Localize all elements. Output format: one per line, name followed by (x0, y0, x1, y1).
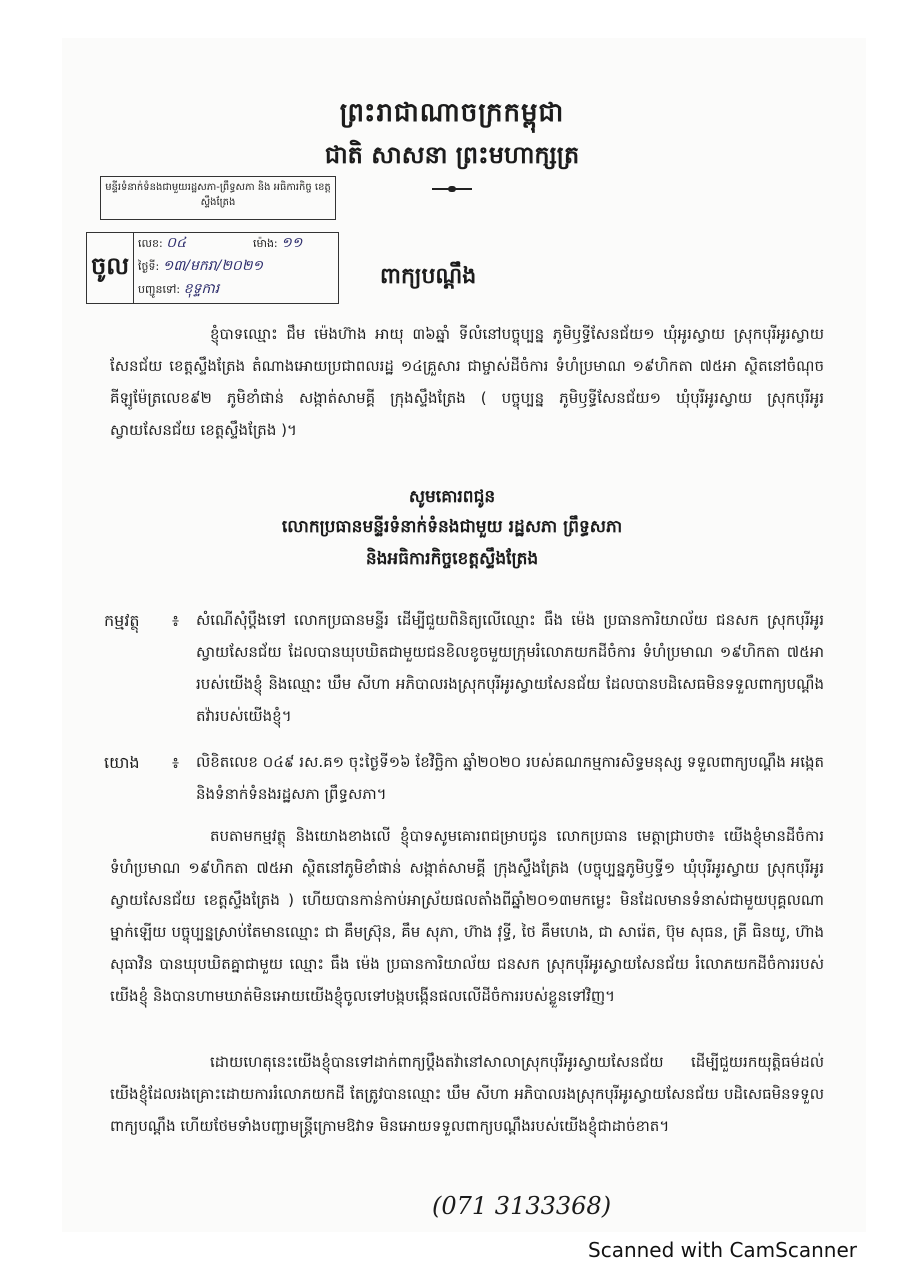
stamp-time-label: ម៉ោង: (252, 237, 278, 250)
recipient-line-1: លោកប្រធានមន្ទីរទំនាក់ទំនងជាមួយ រដ្ឋសភា ព្រឹទ្ធសភា (281, 517, 623, 537)
subject-text: សំណើសុំប្តឹងទៅ លោកប្រធានមន្ទីរ ដើម្បីជួយពិនិត្យលើឈ្មោះ ធឹង ម៉េង ប្រធានការិយាល័យ ជនសក ស្រុកបុរីអូរស្វាយសែនជ័យ ដែលបានឃុបឃិតជាមួយជនខិលខូចមួយក្រុមរំលោភយកដីចំការ ទំហំប្រមាណ ១៩ហិកតា ៧៥អា របស់យើងខ្ញុំ និងឈ្មោះ ឃឹម សីហា អភិបាលរងស្រុកបុរីអូរស្វាយសែនជ័យ ដែលបានបដិសេធមិនទទួលពាក្យបណ្តឹងតវ៉ារបស់យើងខ្ញុំ។ (196, 611, 824, 725)
stamp-date-value: ១៣/មករា/២០២១ (162, 258, 264, 274)
recipient-line-2: និងអធិការកិច្ចខេត្តស្ទឹងត្រែង (365, 549, 539, 569)
stamp-office-name: មន្ទីរទំនាក់ទំនងជាមួយរដ្ឋសភា-ព្រឹទ្ធសភា និង អធិការកិច្ច ខេត្តស្ទឹងត្រែង (100, 176, 336, 220)
scanner-watermark: Scanned with CamScanner (588, 1238, 857, 1262)
receipt-stamp (86, 176, 348, 302)
reference-text: លិខិតលេខ ០៤៩ រស.គ១ ចុះថ្ងៃទី១៦ ខែវិច្ឆិកា ឆ្នាំ២០២០ របស់គណកម្មការសិទ្ធមនុស្ស ទទួលពាក្យបណ្តឹង អង្កេត និងទំនាក់ទំនងរដ្ឋសភា ព្រឹទ្ធសភា។ (196, 753, 824, 803)
subject-label: កម្មវត្ថុ (104, 611, 140, 630)
body-paragraph-2: ដោយហេតុនេះយើងខ្ញុំបានទៅដាក់ពាក្យប្តឹងតវ៉ានៅសាលាស្រុកបុរីអូរស្វាយសែនជ័យ ដើម្បីជួយរកយុត្តិធម៌ដល់យើងខ្ញុំដែលរងគ្រោះដោយការរំលោភយកដី តែត្រូវបានឈ្មោះ ឃឹម សីហា អភិបាលរងស្រុកបុរីអូរស្វាយសែនជ័យ បដិសេធមិនទទួលពាក្យបណ្តឹង ហើយថែមទាំងបញ្ជាមន្ត្រីក្រោមឱវាទ មិនអោយទទួលពាក្យបណ្តឹងរបស់យើងខ្ញុំជាដាច់ខាត។ (110, 1053, 824, 1135)
stamp-time-value: ១១ (281, 235, 303, 251)
intro-paragraph: ខ្ញុំបាទឈ្មោះ ជឹម ម៉េងហ៊ាង អាយុ ៣៦ឆ្នាំ ទីលំនៅបច្ចុប្បន្ន ភូមិឫទ្ធីសែនជ័យ១ ឃុំអូរស្វាយ ស្រុកបុរីអូរស្វាយ សែនជ័យ ខេត្តស្ទឹងត្រែង តំណាងអោយប្រជាពលរដ្ឋ ១៤គ្រួសារ ជាម្ចាស់ដីចំការ ទំហំប្រមាណ ១៩ហិកតា ៧៥អា ស្ថិតនៅចំណុច គីឡូម៉ែត្រលេខ៩២ ភូមិខាំផាន់ សង្កាត់សាមគ្គី ក្រុងស្ទឹងត្រែង ( បច្ចុប្បន្ន ភូមិឫទ្ធីសែនជ័យ១ ឃុំបុរីអូរស្វាយ ស្រុកបុរីអូរស្វាយសែនជ័យ ខេត្តស្ទឹងត្រែង )។ (110, 325, 824, 439)
stamp-number-row (138, 236, 302, 251)
stamp-tag: ចូល (86, 232, 134, 304)
respect-line: សូមគោរពជូន (408, 487, 496, 507)
handwritten-phone-number: (071 3133368) (432, 1192, 612, 1220)
ornament-divider (432, 186, 472, 192)
stamp-referred-label: បញ្ជូនទៅ: (138, 283, 181, 296)
kingdom-title: ព្រះរាជាណាចក្រកម្ពុជា (339, 98, 565, 128)
stamp-number-label: លេខ: (138, 237, 163, 250)
reference-colon: ៖ (172, 753, 180, 772)
national-motto: ជាតិ សាសនា ព្រះមហាក្សត្រ (324, 141, 580, 169)
stamp-date-row (138, 259, 263, 274)
stamp-referred-value: ខុទ្ទការ (183, 281, 220, 297)
body-paragraph-1: តបតាមកម្មវត្ថុ និងយោងខាងលើ ខ្ញុំបាទសូមគោរពជម្រាបជូន លោកប្រធាន មេត្តាជ្រាបថា៖ យើងខ្ញុំមានដីចំការទំហំប្រមាណ ១៩ហិកតា ៧៥អា ស្ថិតនៅភូមិខាំផាន់ សង្កាត់សាមគ្គី ក្រុងស្ទឹងត្រែង (បច្ចុប្បន្នភូមិឫទ្ធី១ ឃុំបុរីអូរស្វាយ ស្រុកបុរីអូរស្វាយសែនជ័យ ខេត្តស្ទឹងត្រែង ) ហើយបានកាន់កាប់អាស្រ័យផលតាំងពីឆ្នាំ២០១៣មកម្លេះ មិនដែលមានទំនាស់ជាមួយបុគ្គលណាម្នាក់ឡើយ បច្ចុប្បន្នស្រាប់តែមានឈ្មោះ ជា គឹមស្រ៊ុន, គឹម សុភា, ហ៊ាង វុទ្ធី, ថៃ គឹមហេង, ជា សារ៉េត, ប៊ុម សុធន, គ្រី ធិនយូ, ហ៊ាង សុធាវិន បានឃុបឃិតគ្នាជាមួយ ឈ្មោះ ធឹង ម៉េង ប្រធានការិយាល័យ ជនសក ស្រុកបុរីអូរស្វាយសែនជ័យ រំលោភយកដីចំការរបស់យើងខ្ញុំ និងបានហាមឃាត់មិនអោយយើងខ្ញុំចូលទៅបង្កបង្កើនផលលើដីចំការរបស់ខ្លួនទៅវិញ។ (110, 827, 824, 1005)
stamp-date-label: ថ្ងៃទី: (138, 260, 160, 273)
document-title: ពាក្យបណ្តឹង (380, 264, 477, 289)
stamp-referred-row (138, 282, 219, 297)
reference-label: យោង (104, 753, 140, 772)
subject-colon: ៖ (172, 611, 180, 630)
stamp-number-value: ០៤ (166, 235, 186, 251)
